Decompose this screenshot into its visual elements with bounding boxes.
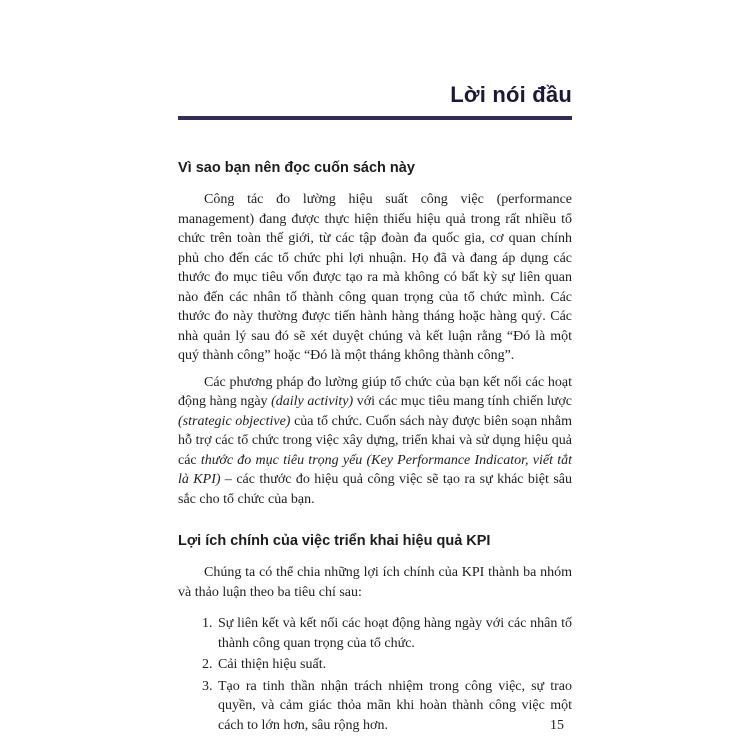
page-number: 15 [550,718,564,733]
page-content [178,82,572,737]
chapter-title-block [178,82,572,120]
paragraph-performance-management: Công tác đo lường hiệu suất công việc (performance management) đang được thực hiện thiếu hiệu quả trong rất nhiều tổ chức trên toàn thế giới, từ các tập đoàn đa quốc gia, cơ quan chính phủ cho đến các tổ chức phi lợi nhuận. Họ đã và đang áp dụng các thước đo mục tiêu vốn được tạo ra mà không có bất kỳ sự liên quan nào đến các nhân tố thành công quan trọng của tổ chức mình. Các thước đo này thường được tiến hành hàng tháng hoặc hàng quý. Các nhà quản lý sau đó sẽ xét duyệt chúng và kết luận rằng “Đó là một quý thành công” hoặc “Đó là một tháng không thành công”. [178,192,572,363]
benefit-item-alignment: 1. Sự liên kết và kết nối các hoạt động hàng ngày với các nhân tố thành công quan trọng của tổ chức. [216,614,572,653]
para2-text-1: Các phương pháp đo lường giúp tổ chức của bạn kết nối các hoạt động hàng ngày [178,374,572,409]
para2-italic-strategic-objective: (strategic objective) [178,413,291,429]
para2-text-4: – các thước đo hiệu quả công việc sẽ tạo ra sự khác biệt sâu sắc cho tổ chức của bạn. [178,472,572,507]
section-heading-why-read: Vì sao bạn nên đọc cuốn sách này [178,160,415,176]
section-heading-kpi-benefits: Lợi ích chính của việc triển khai hiệu quả KPI [178,533,491,549]
title-divider-rule [178,116,572,120]
benefit-item-accountability: 3. Tạo ra tinh thần nhận trách nhiệm trong công việc, sự trao quyền, và cảm giác thỏa mãn khi hoàn thành công việc một cách to lớn hơn, sâu rộng hơn. [216,677,572,736]
para2-text-2: với các mục tiêu mang tính chiến lược [353,394,572,409]
para2-text-3: của tổ chức. Cuốn sách này được biên soạn nhằm hỗ trợ các tổ chức trong việc xây dựng, triển khai và sử dụng hiệu quả các [178,413,572,468]
benefits-list [178,614,572,735]
benefit-item-performance: 2. Cải thiện hiệu suất. [216,655,572,675]
paragraph-benefits-intro: Chúng ta có thể chia những lợi ích chính của KPI thành ba nhóm và thảo luận theo ba tiêu chí sau: [178,565,572,600]
para2-italic-kpi-term: thước đo mục tiêu trọng yếu (Key Performance Indicator, viết tắt là KPI) [178,452,572,487]
para2-italic-daily-activity: (daily activity) [271,394,354,409]
paragraph-kpi-definition [178,373,572,510]
chapter-title: Lời nói đầu [450,82,572,107]
